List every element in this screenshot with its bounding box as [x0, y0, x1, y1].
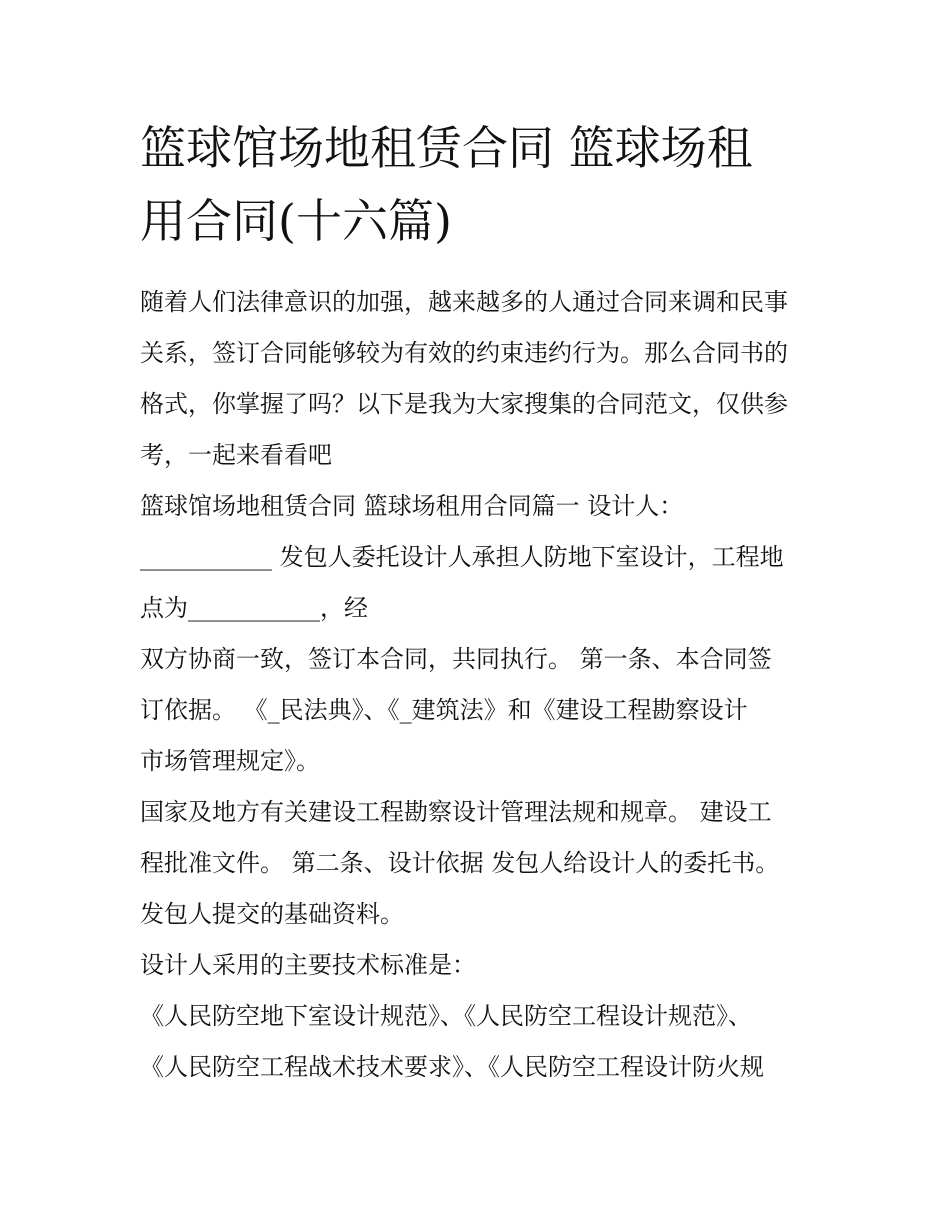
body-line: 市场管理规定》。	[140, 747, 320, 775]
body-line: 点为___________，经	[140, 594, 368, 622]
body-line: 发包人提交的基础资料。	[140, 900, 404, 928]
title-line: 篮球馆场地租赁合同 篮球场租	[140, 121, 753, 175]
document-title	[140, 112, 820, 258]
body-line: 关系，签订合同能够较为有效的约束违约行为。那么合同书的	[140, 339, 788, 367]
body-line: ___________ 发包人委托设计人承担人防地下室设计，工程地	[140, 543, 784, 571]
body-line: 格式，你掌握了吗？以下是我为大家搜集的合同范文，仅供参	[140, 390, 788, 418]
body-line: 《人民防空地下室设计规范》、《人民防空工程设计规范》、	[140, 1002, 752, 1030]
body-line: 随着人们法律意识的加强，越来越多的人通过合同来调和民事	[140, 288, 788, 316]
body-line: 程批准文件。 第二条、设计依据 发包人给设计人的委托书。	[140, 849, 780, 877]
document-body	[140, 277, 830, 1093]
title-line: 用合同(十六篇)	[140, 194, 452, 248]
body-line: 考，一起来看看吧	[140, 441, 332, 469]
body-line: 设计人采用的主要技术标准是：	[140, 951, 476, 979]
body-line: 订依据。 《_民法典》、《_建筑法》和《建设工程勘察设计	[140, 696, 748, 724]
body-line: 篮球馆场地租赁合同 篮球场租用合同篇一 设计人：	[140, 492, 684, 520]
body-line: 国家及地方有关建设工程勘察设计管理法规和规章。 建设工	[140, 798, 772, 826]
body-line: 《人民防空工程战术技术要求》、《人民防空工程设计防火规	[140, 1053, 764, 1081]
body-line: 双方协商一致，签订本合同，共同执行。 第一条、本合同签	[140, 645, 772, 673]
